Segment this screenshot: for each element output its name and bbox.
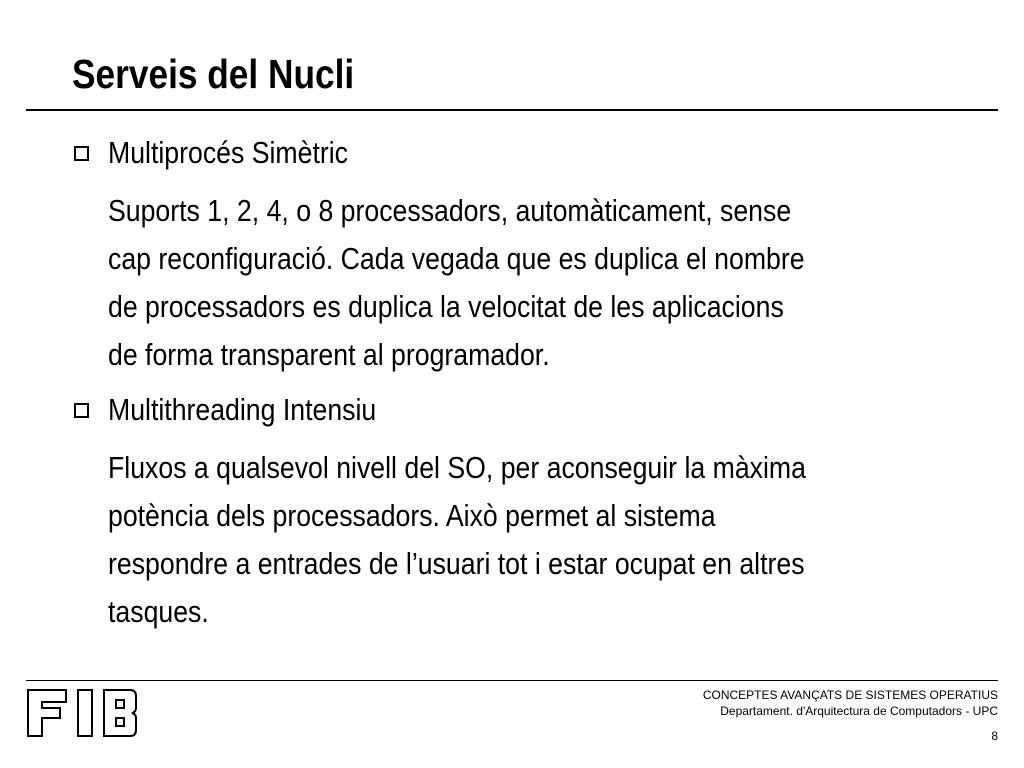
paragraph-line: de forma transparent al programador. xyxy=(108,337,550,372)
paragraph-line: Fluxos a qualsevol nivell del SO, per aconseguir la màxima xyxy=(108,450,806,485)
fib-logo xyxy=(26,688,138,738)
paragraph-line: Suports 1, 2, 4, o 8 processadors, automàticament, sense xyxy=(108,193,792,228)
title-divider xyxy=(26,109,998,111)
bullet-heading: Multithreading Intensiu xyxy=(108,392,377,427)
footer-divider xyxy=(26,680,998,681)
paragraph-line: potència dels processadors. Això permet al sistema xyxy=(108,498,716,533)
paragraph-line: de processadors es duplica la velocitat de les aplicacions xyxy=(108,289,784,324)
course-title: CONCEPTES AVANÇATS DE SISTEMES OPERATIUS xyxy=(702,688,998,702)
square-bullet-icon xyxy=(74,403,89,418)
paragraph-line: respondre a entrades de l’usuari tot i estar ocupat en altres xyxy=(108,546,805,581)
page-number: 8 xyxy=(991,729,998,743)
paragraph-line: cap reconfiguració. Cada vegada que es duplica el nombre xyxy=(108,241,805,276)
square-bullet-icon xyxy=(74,146,89,161)
department-name: Departament. d'Arquitectura de Computadors - UPC xyxy=(720,704,998,718)
slide-title: Serveis del Nucli xyxy=(72,51,355,97)
paragraph-line: tasques. xyxy=(108,594,209,629)
bullet-heading: Multiprocés Simètric xyxy=(108,135,348,170)
